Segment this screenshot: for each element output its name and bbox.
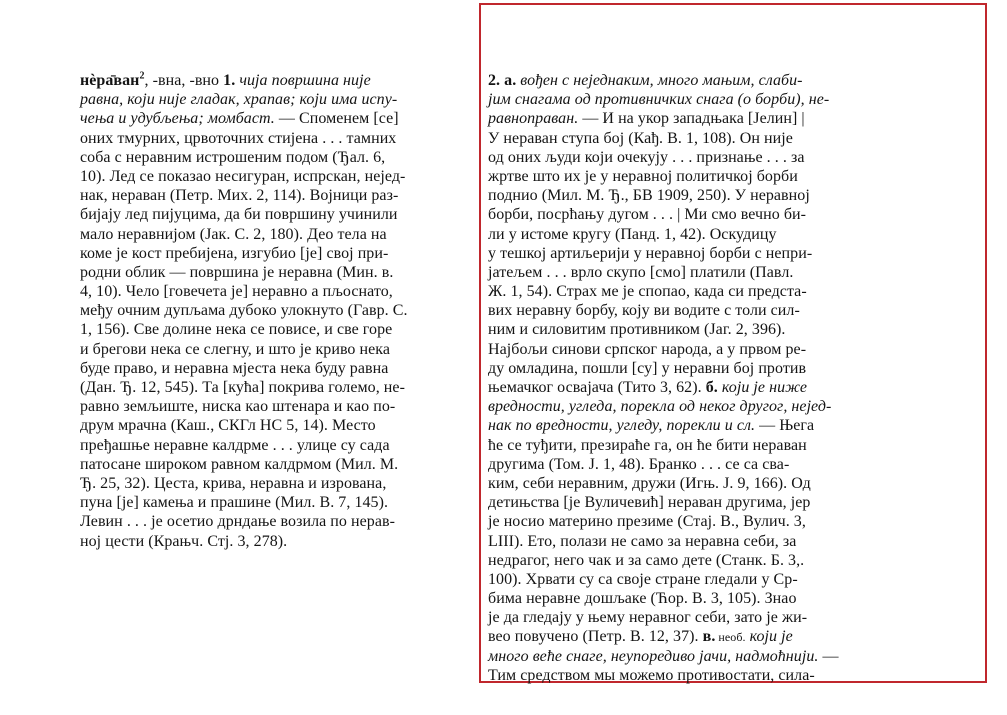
text-line bbox=[488, 512, 898, 531]
headword-homonym-number: 2 bbox=[139, 70, 145, 82]
text-line bbox=[488, 205, 898, 224]
text-segment: чија површина није bbox=[235, 72, 371, 89]
text-segment: Ж. 1, 54). Страх ме је спопао, када си предста- bbox=[488, 283, 807, 301]
text-segment: равна, који није гладак, храпав; који има испу- bbox=[80, 91, 398, 109]
text-segment: мало неравнијом (Јак. С. 2, 180). Део тела на bbox=[80, 225, 387, 243]
text-segment: оних тмурних, црвоточних стијена . . . тамних bbox=[80, 129, 397, 147]
headword: нѐра̄ван bbox=[80, 72, 140, 89]
text-segment: У нераван ступа бој (Кађ. В. 1, 108). Он није bbox=[488, 129, 793, 147]
text-segment: у тешкој артиљерији у неравној борби с непри- bbox=[488, 244, 813, 262]
text-segment: много веће снаге, неупоредиво јачи, надмоћнији. bbox=[488, 647, 819, 665]
text-line bbox=[80, 90, 455, 109]
text-line bbox=[488, 570, 898, 589]
text-segment: друм мрачна (Каш., СКГл НС 5, 14). Место bbox=[80, 417, 376, 435]
text-line bbox=[80, 378, 455, 397]
text-segment: 4, 10). Чело [говечета је] неравно а пљоснато, bbox=[80, 283, 393, 301]
text-line bbox=[488, 416, 898, 435]
text-line bbox=[488, 320, 898, 339]
text-segment: соба с неравним истрошеним подом (Ђал. 6, bbox=[80, 148, 386, 166]
text-segment: и брегови нека се слегну, и што је криво нека bbox=[80, 340, 391, 358]
text-segment: — Њега bbox=[755, 417, 815, 435]
text-line bbox=[488, 589, 898, 608]
text-segment: јим снагама од противничких снага (о борби), не- bbox=[488, 91, 830, 109]
text-line bbox=[80, 455, 455, 474]
text-line bbox=[488, 71, 898, 90]
text-segment: међу очним дупљама дубоко улокнуто (Гавр. С. bbox=[80, 302, 408, 320]
text-line bbox=[488, 608, 898, 627]
text-line bbox=[488, 493, 898, 512]
text-line bbox=[488, 167, 898, 186]
text-line bbox=[80, 532, 455, 551]
text-line bbox=[488, 148, 898, 167]
text-segment: LIII). Ето, полази не само за неравна себи, за bbox=[488, 532, 797, 550]
text-line bbox=[80, 225, 455, 244]
text-segment: нак по вредности, угледу, порекли и сл. bbox=[488, 417, 756, 435]
text-segment: 2. а. bbox=[488, 72, 517, 89]
text-segment: је носио материно презиме (Стај. В., Вулич. 3, bbox=[488, 513, 806, 531]
text-line bbox=[80, 320, 455, 339]
text-segment: патосане широком равном калдрмом (Мил. М. bbox=[80, 455, 399, 473]
text-line bbox=[80, 71, 455, 90]
text-segment: 1, 156). Све долине нека се повисе, и све горе bbox=[80, 321, 393, 339]
text-line bbox=[80, 301, 455, 320]
text-line bbox=[80, 340, 455, 359]
text-line bbox=[80, 109, 455, 128]
text-segment: вих неравну борбу, коју ви водите с толи сил- bbox=[488, 302, 800, 320]
text-segment: 10). Лед се показао несигуран, испрскан, нејед- bbox=[80, 167, 406, 185]
text-segment: в. bbox=[702, 628, 716, 646]
text-line bbox=[488, 225, 898, 244]
text-segment: Тим средством мы можемо противостати, сила- bbox=[488, 666, 815, 684]
text-line bbox=[80, 148, 455, 167]
text-segment: б. bbox=[705, 379, 718, 396]
text-line bbox=[488, 340, 898, 359]
text-segment: чења и удубљења; момбаст. bbox=[80, 110, 275, 128]
text-line bbox=[80, 474, 455, 493]
text-segment: равноправан. bbox=[488, 110, 579, 128]
text-segment: , -вна, -вно bbox=[144, 72, 224, 89]
text-line bbox=[488, 436, 898, 455]
text-segment: — bbox=[818, 647, 839, 665]
text-line bbox=[488, 359, 898, 378]
text-line bbox=[488, 551, 898, 570]
text-segment: — И на укор западњака [Јелин] | bbox=[578, 110, 805, 128]
text-line bbox=[488, 378, 898, 397]
text-segment: Ђ. 25, 32). Цеста, крива, неравна и изрована, bbox=[80, 474, 387, 492]
text-segment: бима неравне дошљаке (Ћор. В. 3, 105). Знао bbox=[488, 590, 797, 608]
text-segment: 100). Хрвати су са своје стране гледали у Ср- bbox=[488, 570, 798, 588]
text-segment: ким, себи неравним, дружи (Игњ. Ј. 9, 166). Од bbox=[488, 474, 811, 492]
text-line bbox=[488, 647, 898, 666]
text-segment: ће се туђити, презираће га, он ће бити нераван bbox=[488, 436, 807, 454]
text-segment: буде право, и неравна мјеста нека буду равна bbox=[80, 359, 389, 377]
text-segment: жртве што их је у неравној политичкој борби bbox=[488, 167, 798, 185]
text-segment: вођен с неједнаким, много мањим, слаби- bbox=[516, 72, 803, 89]
text-line bbox=[80, 129, 455, 148]
text-segment: бијају лед пијуцима, да би површину учинили bbox=[80, 206, 398, 224]
text-line bbox=[80, 263, 455, 282]
dictionary-column-left bbox=[80, 71, 455, 551]
text-segment: ли у истоме кругу (Панд. 1, 42). Оскудицу bbox=[488, 225, 777, 243]
dictionary-column-right bbox=[488, 71, 898, 685]
text-segment: пређашње неравне калдрме . . . улице су сада bbox=[80, 436, 390, 454]
text-segment: ној цести (Крањч. Стј. 3, 278). bbox=[80, 532, 288, 550]
text-segment: јатељем . . . врло скупо [смо] платили (Павл. bbox=[488, 263, 794, 281]
text-line bbox=[80, 416, 455, 435]
text-segment: вредности, угледа, порекла од неког другог, нејед- bbox=[488, 398, 832, 416]
text-segment: од оних људи који очекују . . . признање . . . за bbox=[488, 148, 805, 166]
text-line bbox=[488, 532, 898, 551]
text-segment: пуна [је] камења и прашине (Мил. В. 7, 145). bbox=[80, 494, 389, 512]
text-segment: вео повучено (Петр. В. 12, 37). bbox=[488, 628, 703, 646]
text-line bbox=[488, 90, 898, 109]
text-line bbox=[80, 397, 455, 416]
text-segment: необ. bbox=[715, 630, 746, 645]
text-segment: ним и силовитим противником (Јаг. 2, 396). bbox=[488, 321, 786, 339]
text-line bbox=[488, 397, 898, 416]
text-segment: је да гледају у њему неравног себи, зато је жи- bbox=[488, 609, 808, 627]
text-segment: равно земљиште, ниска као штенара и као по- bbox=[80, 398, 396, 416]
text-line bbox=[488, 109, 898, 128]
text-line bbox=[80, 186, 455, 205]
text-line bbox=[80, 359, 455, 378]
text-line bbox=[80, 493, 455, 512]
text-line bbox=[488, 301, 898, 320]
text-segment: поднио (Мил. М. Ђ., БВ 1909, 250). У неравној bbox=[488, 187, 810, 205]
text-line bbox=[80, 244, 455, 263]
text-line bbox=[488, 282, 898, 301]
text-segment: Левин . . . је осетио дрндање возила по нерав- bbox=[80, 513, 395, 531]
text-segment: недрагог, него чак и за само дете (Станк. Б. 3,. bbox=[488, 551, 805, 569]
text-line bbox=[488, 244, 898, 263]
text-segment: — Споменем [се] bbox=[274, 110, 399, 128]
text-segment: који је bbox=[745, 628, 793, 646]
text-segment: детињства [је Вуличевић] нераван другима, јер bbox=[488, 494, 811, 512]
text-segment: њемачког освајача (Тито 3, 62). bbox=[488, 379, 706, 396]
text-line bbox=[80, 436, 455, 455]
text-segment: 1. bbox=[223, 72, 236, 89]
text-segment: борби, посрћању дугом . . . | Ми смо вечно би- bbox=[488, 206, 807, 224]
text-line bbox=[488, 474, 898, 493]
text-segment: који је ниже bbox=[717, 379, 808, 396]
text-segment: другима (Том. Ј. 1, 48). Бранко . . . се са сва- bbox=[488, 455, 790, 473]
text-segment: (Дан. Ђ. 12, 545). Та [кућа] покрива големо, не- bbox=[80, 379, 405, 396]
text-line bbox=[80, 167, 455, 186]
text-line bbox=[488, 455, 898, 474]
text-line bbox=[488, 263, 898, 282]
text-segment: ду омладина, пошли [су] у неравни бој против bbox=[488, 359, 807, 377]
text-line bbox=[488, 129, 898, 148]
text-segment: нак, нераван (Петр. Мих. 2, 114). Војници раз- bbox=[80, 187, 399, 205]
text-line bbox=[488, 186, 898, 205]
text-line bbox=[80, 282, 455, 301]
text-segment: Најбољи синови српског народа, а у првом ре- bbox=[488, 340, 807, 358]
text-segment: коме је кост пребијена, изгубио [је] свој при- bbox=[80, 244, 389, 262]
text-line bbox=[80, 512, 455, 531]
text-line bbox=[80, 205, 455, 224]
text-line bbox=[488, 666, 898, 685]
text-line bbox=[488, 627, 898, 646]
text-segment: родни облик — површина је неравна (Мин. в. bbox=[80, 263, 394, 281]
